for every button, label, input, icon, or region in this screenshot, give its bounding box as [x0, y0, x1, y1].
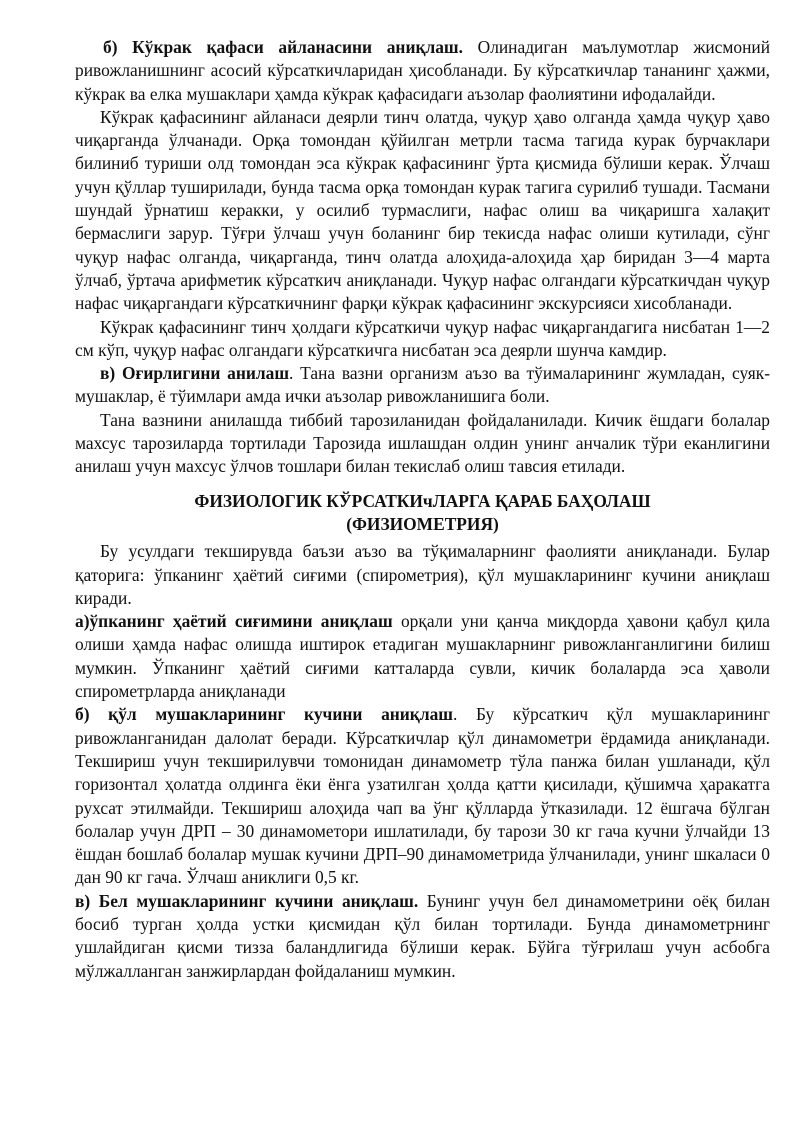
- section-text-back-strength: Бунинг учун бел динамометрини оёқ билан босиб турган ҳолда устки қисмидан қўл билан тортилади. Бунда динамометрнинг ушлайдиган қисми тизза баландлигида бўлиши керак. Бўйга тўғрилаш учун асбобга мўлжалланган занжирлардан фойдаланиш мумкин.: [75, 890, 770, 981]
- section-heading-chest-circumference: б) Кўкрак қафаси айланасини аниқлаш.: [103, 37, 463, 57]
- title-line-1: ФИЗИОЛОГИК КЎРСАТКИчЛАРГА ҚАРАБ БАҲОЛАШ: [194, 490, 651, 511]
- paragraph-physiometry-intro: Бу усулдаги текширувда баъзи аъзо ва тўқималарнинг фаолияти аниқланади. Булар қаторига: ўпканинг ҳаётий сиғими (спирометрия), қўл мушакларининг кучини аниқлаш киради.: [75, 541, 770, 608]
- paragraph-chest-measurement: Кўкрак қафасининг айланаси деярли тинч олатда, чуқур ҳаво олганда ҳамда чуқур ҳаво чиқарганда ўлчанади. Орқа томондан қўйилган метрли тасма тагида курак бурчаклари билиниб туриши олд томондан эса кўкрак қафасининг ўрта қисмида бўлиши керак. Ўлчаш учун қўллар туширилади, бунда тасма орқа томондан курак тагига сурилиб тушади. Тасмани шундай ўрнатиш керакки, у осилиб турмаслиги, нафас олиш ва чиқаришга халақит бермаслиги зарур. Тўғри ўлчаш учун боланинг бир текисда нафас олиши кутилади, сўнг чуқур нафас олганда, чиқарганда, тинч олатда алоҳида-алоҳида ҳар биридан 3—4 марта ўлчаб, ўртача арифметик кўрсаткич аниқланади. Чуқур нафас олгандаги кўрсаткичдан чуқур нафас чиқаргандаги кўрсаткичнинг фарқи кўкрак қафасининг экскурсияси хисобланади.: [75, 106, 770, 314]
- section-heading-weight: в) Оғирлигини анилаш: [100, 363, 290, 384]
- section-lung-capacity: [75, 610, 770, 703]
- section-text-hand-strength: . Бу кўрсаткич қўл мушакларининг ривожланганидан далолат беради. Кўрсаткичлар қўл динамометри ёрдамида аниқланади. Текшириш учун текширилувчи томонидан динамометр тўла панжа билан ушланади, қўл горизонтал ҳолатда олдинга ёки ёнга узатилган ҳолда қатти қисилади, қўшимча ҳаракатга рухсат этилмайди. Текшириш алоҳида чап ва ўнг қўлларда ўтказилади. 12 ёшгача бўлган болалар учун ДРП – 30 динамометори ишлатилади, бу тарози 30 кг гача кучни ўлчайди 13 ёшдан бошлаб болалар мушак кучини ДРП–90 динамометрида ўлчанилади, унинг шкаласи 0 дан 90 кг гача. Ўлчаш аниклиги 0,5 кг.: [75, 704, 770, 888]
- section-heading-lung-capacity: а)ўпканинг ҳаётий сиғимини аниқлаш: [75, 611, 393, 632]
- section-heading-back-strength: в) Бел мушакларининг кучини аниқлаш.: [75, 890, 419, 911]
- document-page: [75, 36, 770, 983]
- section-text-chest-circumference: Олинадиган маълумотлар жисмоний ривожланишнинг асосий кўрсаткичларидан ҳисобланади. Бу кўрсаткичлар тананинг ҳажми, кўкрак ва елка мушаклари ҳамда кўкрак қафасидаги аъзолар фаолиятини ифодалайди.: [75, 37, 770, 104]
- section-text-weight: . Тана вазни организм аъзо ва тўималарининг жумладан, суяк-мушаклар, ё тўимлари амда ички аъзолар ривожланишига боли.: [75, 363, 770, 407]
- section-chest-circumference: [75, 36, 770, 106]
- paragraph-chest-comparison: Кўкрак қафасининг тинч ҳолдаги кўрсаткичи чуқур нафас чиқаргандагига нисбатан 1—2 см кўп, чуқур нафас олгандаги кўрсаткичга нисбатан эса деярли шунча камдир.: [75, 316, 770, 360]
- section-hand-strength: [75, 703, 770, 889]
- title-line-2: (ФИЗИОМЕТРИЯ): [346, 513, 499, 534]
- section-title-physiometry: [75, 490, 770, 537]
- paragraph-weighing: Тана вазнини анилашда тиббий тарозиланидан фойдаланилади. Кичик ёшдаги болалар махсус тарозиларда тортилади Тарозида ишлашдан олдин унинг анчалик тўри еканлигини анилаш учун махсус ўлчов тошлари билан текислаб олиш тавсия етилади.: [75, 409, 770, 477]
- section-heading-hand-strength: б) қўл мушакларининг кучини аниқлаш: [75, 704, 453, 725]
- section-text-lung-capacity: орқали уни қанча миқдорда ҳавони қабул қила олиши ҳамда нафас олишда иштирок етадиган мушакларнинг ривожланганлигини билиш мумкин. Ўпканинг ҳаётий сиғими катталарда сувли, кичик болаларда эса ҳаволи спирометрларда аниқланади: [75, 611, 771, 702]
- section-weight: [75, 362, 770, 409]
- section-back-strength: [75, 890, 770, 983]
